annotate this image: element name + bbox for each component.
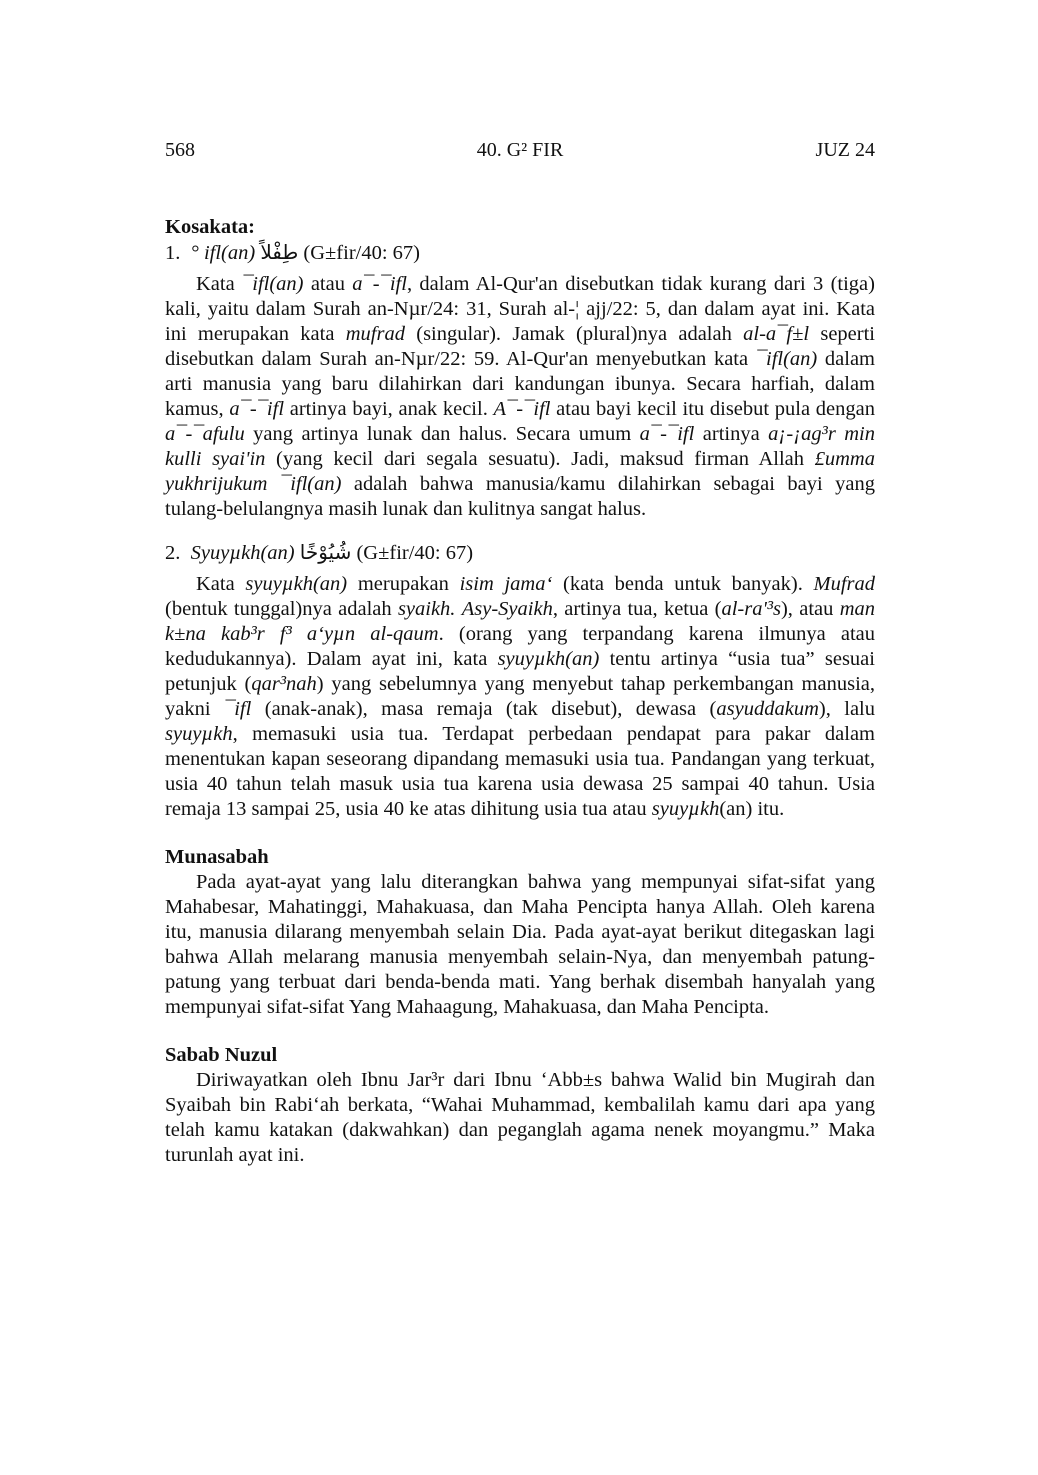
italic-term: ¯ifl(an) (242, 273, 304, 295)
text-run: (yang kecil dari segala sesuatu). Jadi, maksud firman Allah (265, 448, 815, 470)
text-run: atau bayi kecil itu disebut pula dengan (550, 398, 875, 420)
vocab-item-1-heading (165, 240, 875, 266)
italic-term: a¯-¯ifl (639, 423, 695, 445)
vocab-item-1-body (165, 272, 875, 522)
text-run: adalah bahwa manusia/kamu dilahirkan sebagai bayi yang tulang-belulangnya masih lunak dan kulitnya sangat halus. (165, 473, 875, 520)
text-run: (an) itu. (719, 798, 785, 820)
vocab-item-1-term: ° ifl(an) (190, 242, 256, 264)
italic-term: syuyµkh (165, 723, 233, 745)
text-run: (kata benda untuk banyak). (552, 573, 814, 595)
italic-term: a¡-¡ag³r min kulli syai'in (165, 423, 875, 470)
vocab-item-1-number: 1. (165, 242, 181, 264)
text-run: tentu artinya “usia tua” sesuai petunjuk ( (165, 648, 875, 695)
page-number: 568 (165, 139, 195, 161)
italic-term: syaikh. (397, 598, 456, 620)
text-run: Kata (196, 573, 246, 595)
vocab-item-2-term: Syuyµkh(an) (190, 542, 295, 564)
munasabah-body: Pada ayat-ayat yang lalu diterangkan bahwa yang mempunyai sifat-sifat yang Mahabesar, Mahatinggi, Mahakuasa, dan Maha Pencipta hanya Allah. Oleh karena itu, manusia dilarang menyembah selain Dia. Pada ayat-ayat berikut ditegaskan lagi bahwa Allah melarang manusia menyembah selain-Nya, dan menyembah patung-patung yang terbuat dari benda-benda mati. Yang berhak disembah hanyalah yang mempunyai sifat-sifat Yang Mahaagung, Mahakuasa, dan Maha Pencipta. (165, 871, 875, 1018)
munasabah-heading: Munasabah (165, 846, 269, 868)
running-header (165, 138, 875, 178)
document-page (165, 138, 875, 1168)
kosakata-heading: Kosakata: (165, 216, 255, 238)
italic-term: £umma yukhrijukum ¯ifl(an) (165, 448, 875, 495)
juz-label: JUZ 24 (815, 139, 875, 161)
vocab-item-2-heading (165, 540, 875, 566)
italic-term: Asy-Syaikh (461, 598, 553, 620)
text-run: merupakan (347, 573, 460, 595)
text-run: (singular). Jamak (plural)nya adalah (404, 323, 744, 345)
vocab-item-1-ref: (G±fir/40: 67) (303, 242, 420, 264)
vocab-item-2-arabic: شُيُوْخًا (299, 540, 352, 564)
text-run: , memasuki usia tua. Terdapat perbedaan pendapat para pakar dalam menentukan kapan seseorang dipandang memasuki usia tua. Pandangan yang terkuat, usia 40 tahun telah masuk usia tua karena usia dewasa 25 sampai 40 tahun. Usia remaja 13 sampai 25, usia 40 ke atas dihitung usia tua atau (165, 723, 875, 820)
text-run: artinya (694, 423, 769, 445)
text-run: ) yang sebelumnya yang menyebut tahap perkembangan manusia, yakni (165, 673, 875, 720)
text-run: atau (303, 273, 353, 295)
italic-term: syuyµkh(an) (497, 648, 600, 670)
text-run: ), lalu (818, 698, 875, 720)
text-run: artinya bayi, anak kecil. (284, 398, 494, 420)
italic-term: isim jama‘ (459, 573, 553, 595)
italic-term: Mufrad (813, 573, 876, 595)
italic-term: ¯ifl (223, 698, 252, 720)
italic-term: man k±na kab³r f³ a‘yµn al-qaum (165, 598, 875, 645)
italic-term: a¯-¯ifl (229, 398, 285, 420)
chapter-title: 40. G² FIR (476, 139, 564, 161)
italic-term: syuyµkh(an) (245, 573, 348, 595)
vocab-item-2-number: 2. (165, 542, 181, 564)
italic-term: a¯-¯afulu (165, 423, 245, 445)
vocab-item-2-body (165, 572, 875, 822)
italic-term: qar³nah (251, 673, 317, 695)
text-run: , dalam Al-Qur'an disebutkan tidak kurang dari 3 (tiga) kali, yaitu dalam Surah an-Nµr/24: 31, Surah al-¦ ajj/22: 5, dan dalam ayat ini. Kata ini merupakan kata (165, 273, 875, 345)
sabab-nuzul-body: Diriwayatkan oleh Ibnu Jar³r dari Ibnu ‘Abb±s bahwa Walid bin Mugirah dan Syaibah bin Rabi‘ah berkata, “Wahai Muhammad, kembalilah kamu dari apa yang telah kamu katakan (dakwahkan) dan peganglah agama nenek moyangmu.” Maka turunlah ayat ini. (165, 1069, 875, 1166)
vocab-item-2-ref: (G±fir/40: 67) (356, 542, 474, 564)
sabab-nuzul-heading: Sabab Nuzul (165, 1044, 278, 1066)
italic-term: ¯ifl(an) (755, 348, 818, 370)
text-run: dalam arti manusia yang baru dilahirkan dari kandungan ibunya. Secara harfiah, dalam kamus, (165, 348, 875, 420)
text-run: ), atau (780, 598, 840, 620)
vocab-item-1-arabic: طِفْلاً (260, 240, 299, 264)
italic-term: a¯-¯ifl (352, 273, 407, 295)
text-run: Kata (196, 273, 243, 295)
italic-term: al-ra'³s (721, 598, 781, 620)
text-run: seperti disebutkan dalam Surah an-Nµr/22: 59. Al-Qur'an menyebutkan kata (165, 323, 875, 370)
italic-term: asyuddakum (716, 698, 819, 720)
italic-term: al-a¯f±l (743, 323, 810, 345)
text-run: (anak-anak), masa remaja (tak disebut), dewasa ( (251, 698, 717, 720)
text-run: yang artinya lunak dan halus. Secara umum (244, 423, 640, 445)
text-run: . (orang yang terpandang karena ilmunya atau kedudukannya). Dalam ayat ini, kata (165, 623, 876, 670)
text-run: , artinya tua, ketua ( (552, 598, 722, 620)
italic-term: A¯-¯ifl (493, 398, 551, 420)
text-run: (bentuk tunggal)nya adalah (165, 598, 398, 620)
italic-term: mufrad (345, 323, 405, 345)
italic-term: syuyµkh (651, 798, 720, 820)
